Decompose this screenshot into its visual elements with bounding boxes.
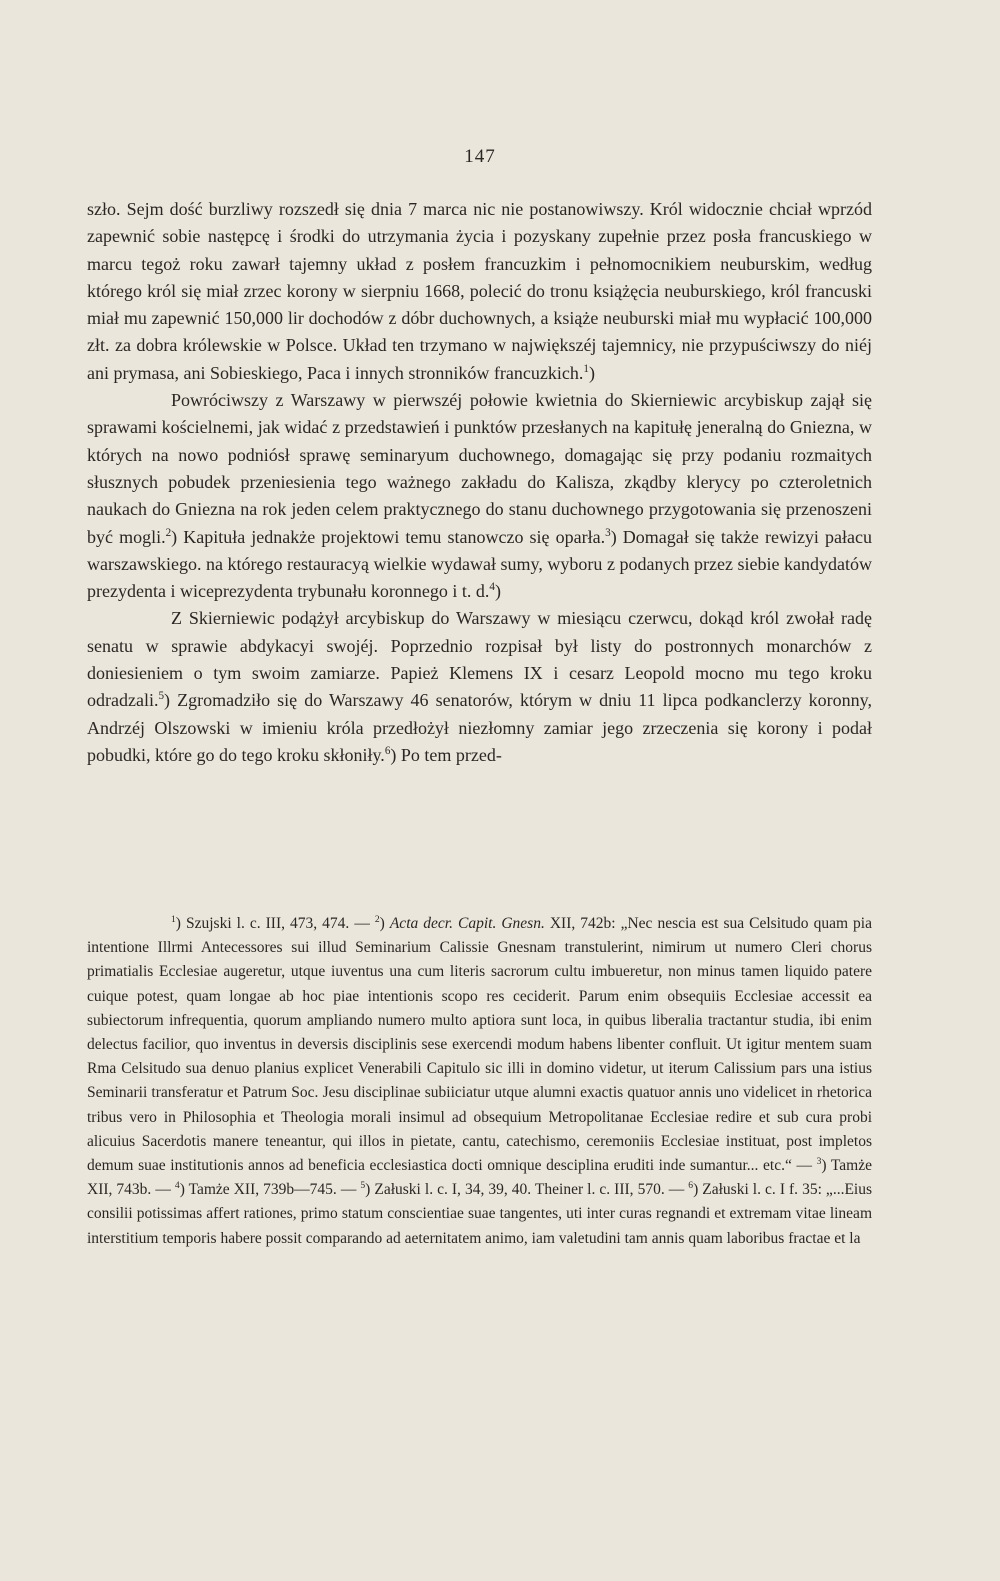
text-run: Z Skierniewic podążył arcybiskup do Warszawy w miesiącu czerwcu, dokąd król zwołał radę senatu w sprawie abdykacyi swojéj. Poprzednio rozpisał był listy do postronnych monarchów z doniesieniem o tym swoim zamiarze. Papież Klemens IX i cesarz Leopold mocno mu tego kroku odradzali. bbox=[87, 608, 872, 711]
footnote-text: ) Załuski l. c. I f. 35: „...Eius consilii potissimas affert rationes, primo statum conscientiae suae tangentes, uti inter curas regnandi et extremam vitae lineam interstitium temporis habere possit comparando ad aeternitatem animo, iam valetudini tam annis quam laboribus fractae et la bbox=[87, 1181, 872, 1247]
text-run: ) Zgromadziło się do Warszawy 46 senatorów, którym w dniu 11 lipca podkanclerzy koronny, Andrzéj Olszowski w imieniu króla przedłożył niezłomny zamiar jego zrzeczenia się korony i podał pobudki, które go do tego kroku skłoniły. bbox=[87, 690, 872, 765]
text-run: ) Kapituła jednakże projektowi temu stanowczo się oparła. bbox=[171, 526, 606, 547]
footnote-number: 3 bbox=[816, 1155, 822, 1167]
text-run: Powróciwszy z Warszawy w pierwszéj połowie kwietnia do Skierniewic arcybiskup zajął się sprawami kościelnemi, jak widać z przedstawień i punktów przesłanych na kapitułę jeneralną do Gniezna, w których na nowo podniósł sprawę seminaryum duchownego, domagając się przy podaniu rozmaitych słusznych pobudek przeniesienia tego ważnego zakładu do Kalisza, zkądby klerycy po czteroletnich naukach do Gniezna na rok jeden celem praktycznego do stanu duchownego przygotowania się przenoszeni być mogli. bbox=[87, 390, 872, 547]
footnote-number: 6 bbox=[688, 1180, 694, 1192]
footnote-ref: 4 bbox=[489, 581, 495, 594]
main-text bbox=[87, 196, 872, 769]
footnote-block bbox=[87, 912, 872, 1251]
paragraph-1 bbox=[87, 196, 872, 387]
paragraph-3 bbox=[87, 605, 872, 769]
footnote-number: 1 bbox=[171, 913, 176, 925]
footnote-number: 4 bbox=[174, 1180, 180, 1192]
footnote-ref: 5 bbox=[158, 690, 165, 703]
footnote-ref: 2 bbox=[165, 526, 172, 539]
footnote-ref: 6 bbox=[384, 744, 391, 757]
footnote-text: ) Tamże XII, 743b. — bbox=[87, 1157, 872, 1199]
paragraph-2 bbox=[87, 387, 872, 605]
footnote-number: 2 bbox=[374, 913, 380, 925]
footnote-text: ) bbox=[379, 915, 390, 932]
footnote-citation-italic: Acta decr. Capit. Gnesn. bbox=[389, 915, 545, 932]
page-number: 147 bbox=[464, 146, 496, 167]
footnotes bbox=[87, 912, 872, 1251]
footnote-text: ) Tamże XII, 739b—745. — bbox=[179, 1181, 361, 1199]
footnote-text: ) Załuski l. c. I, 34, 39, 40. Theiner l. c. III, 570. — bbox=[365, 1181, 689, 1199]
footnote-ref: 1 bbox=[583, 362, 589, 375]
text-run: szło. Sejm dość burzliwy rozszedł się dnia 7 marca nic nie postanowiwszy. Król widocznie chciał wprzód zapewnić sobie następcę i środki do utrzymania życia i pozyskany zupełnie przez posła francuskiego w marcu tegoż roku zawarł tajemny układ z posłem francuzkim i pełnomocnikiem neuburskim, według którego król się miał zrzec korony w sierpniu 1668, polecić do tronu książęcia neuburskiego, król francuski miał mu zapewnić 150,000 lir dochodów z dóbr duchownych, a książe neuburski miał mu wypłacić 100,000 złt. za dobra królewskie w Polsce. Układ ten trzymano w największéj tajemnicy, nie przypuściwszy do niéj ani prymasa, ani Sobieskiego, Paca i innych stronników francuzkich. bbox=[87, 199, 872, 383]
text-run: ) bbox=[588, 362, 595, 383]
footnote-text: ) Szujski l. c. III, 473, 474. — bbox=[175, 915, 375, 932]
footnote-ref: 3 bbox=[605, 526, 611, 539]
footnote-number: 5 bbox=[360, 1180, 366, 1192]
footnote-text: XII, 742b: „Nec nescia est sua Celsitudo quam pia intentione Illrmi Antecessores sui illud Seminarium Calissie Gnesnam transtulerint, nimirum ut numero Cleri chorus primatialis Ecclesiae augeretur, utque iuventus una cum literis sacrorum cultu imbueretur, non minus tamen liquido patere cuique potest, quam longae ab hoc piae intentionis scopo res ceciderit. Parum enim obsequiis Ecclesiae accessit ea subiectorum infrequentia, quorum ampliando numero multo aptiora sunt loca, in quibus liberalia tractantur studia, ibi enim delectus facilior, quo inventus in deversis disciplinis sese exercendi modum habens libenter confluit. Ut igitur mentem suam Rma Celsitudo sua denuo planius explicet Venerabili Capitulo sic illi in domino videtur, ut iterum Calissium pars una istius Seminarii transferatur et Patrum Soc. Jesu disciplinae subiiciatur utque alumni exactis quatuor annis uno videlicet in rhetorica tribus vero in Philosophia et Theologia morali insimul ad obsequium Metropolitanae Ecclesiae redire et sub cura probi alicuius Sacerdotis manere teneantur, qui illos in pietate, cantu, catechismo, ceremoniis Ecclesiae instituat, post impletos demum suae institutionis annos ad beneficia ecclesiastica docti omnique desciplina eruditi inde sumantur... etc.“ — bbox=[87, 915, 872, 1175]
text-run: ) Domagał się także rewizyi pałacu warszawskiego. na którego restauracyą wielkie wydawał sumy, wyboru z podanych przez siebie kandydatów prezydenta i wiceprezydenta trybunału koronnego i t. d. bbox=[87, 526, 872, 602]
text-run: ) Po tem przed- bbox=[390, 744, 502, 765]
text-run: ) bbox=[494, 581, 501, 602]
